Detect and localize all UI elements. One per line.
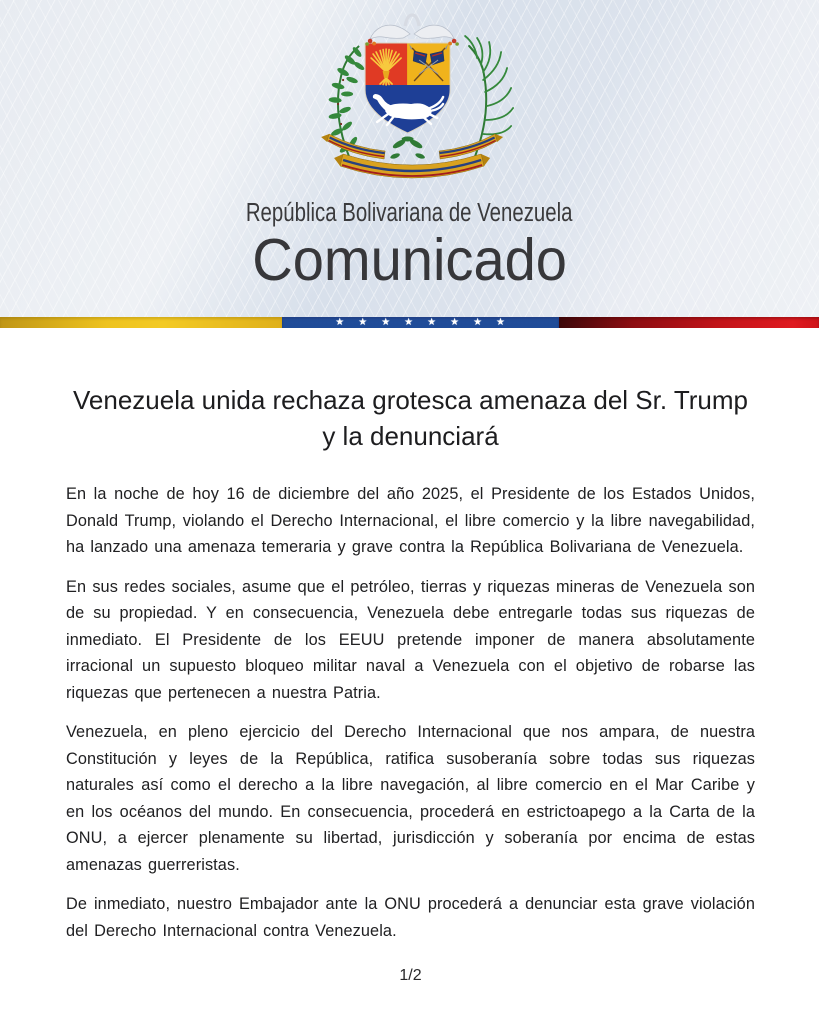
paragraph-4: De inmediato, nuestro Embajador ante la ONU procederá a denunciar esta grave violación del Derecho Internacional contra Venezuela. [66, 895, 755, 940]
document-body [0, 328, 819, 985]
document-title-line1: Venezuela unida rechaza grotesca amenaza del Sr. Trump [73, 385, 748, 415]
ribbon-icon [321, 134, 503, 178]
republic-name [0, 199, 819, 227]
flag-stars-icon: ★★★★★★★★ [335, 316, 519, 328]
shield-icon [365, 43, 450, 133]
flag-yellow-band [0, 317, 282, 328]
masthead [0, 0, 819, 317]
document-title [66, 382, 755, 454]
flag-stripe [0, 317, 819, 328]
page-number: 1/2 [399, 967, 422, 984]
republic-name-text: República Bolivariana de Venezuela [246, 199, 573, 227]
flag-red-band [559, 317, 819, 328]
coat-of-arms-icon [307, 8, 517, 200]
paragraph-2: En sus redes sociales, asume que el petróleo, tierras y riquezas mineras de Venezuela son de su propiedad. Y en consecuencia, Venezuela debe entregarle todas sus riquezas de inmediato. El Presidente de los EEUU pretende imponer de manera absolutamente irracional un supuesto bloqueo militar naval a Venezuela con el objetivo de robarse las riquezas que pertenecen a nuestra Patria. [66, 577, 755, 702]
cornucopia-icon [365, 15, 459, 46]
paragraph-1: En la noche de hoy 16 de diciembre del año 2025, el Presidente de los Estados Unidos, Donald Trump, violando el Derecho Internacional, el libre comercio y la libre navegabilidad, ha lanzado una amenaza temeraria y grave contra la República Bolivariana de Venezuela. [66, 485, 755, 556]
document-title-line2: y la denunciará [322, 421, 499, 451]
flag-blue-band [282, 317, 559, 328]
paragraph-3: Venezuela, en pleno ejercicio del Derecho Internacional que nos ampara, de nuestra Constitución y leyes de la República, ratifica susoberanía sobre todas sus riquezas naturales así como el derecho a la libre navegación, al libre comercio en el Mar Caribe y en los océanos del mundo. En consecuencia, procederá en estrictoapego a la Carta de la ONU, a ejercer plenamente su libertad, jurisdicción y soberanía por encima de estas amenazas guerreristas. [66, 723, 755, 874]
comunicado-heading-text: Comunicado [252, 227, 567, 293]
comunicado-heading [0, 227, 819, 295]
